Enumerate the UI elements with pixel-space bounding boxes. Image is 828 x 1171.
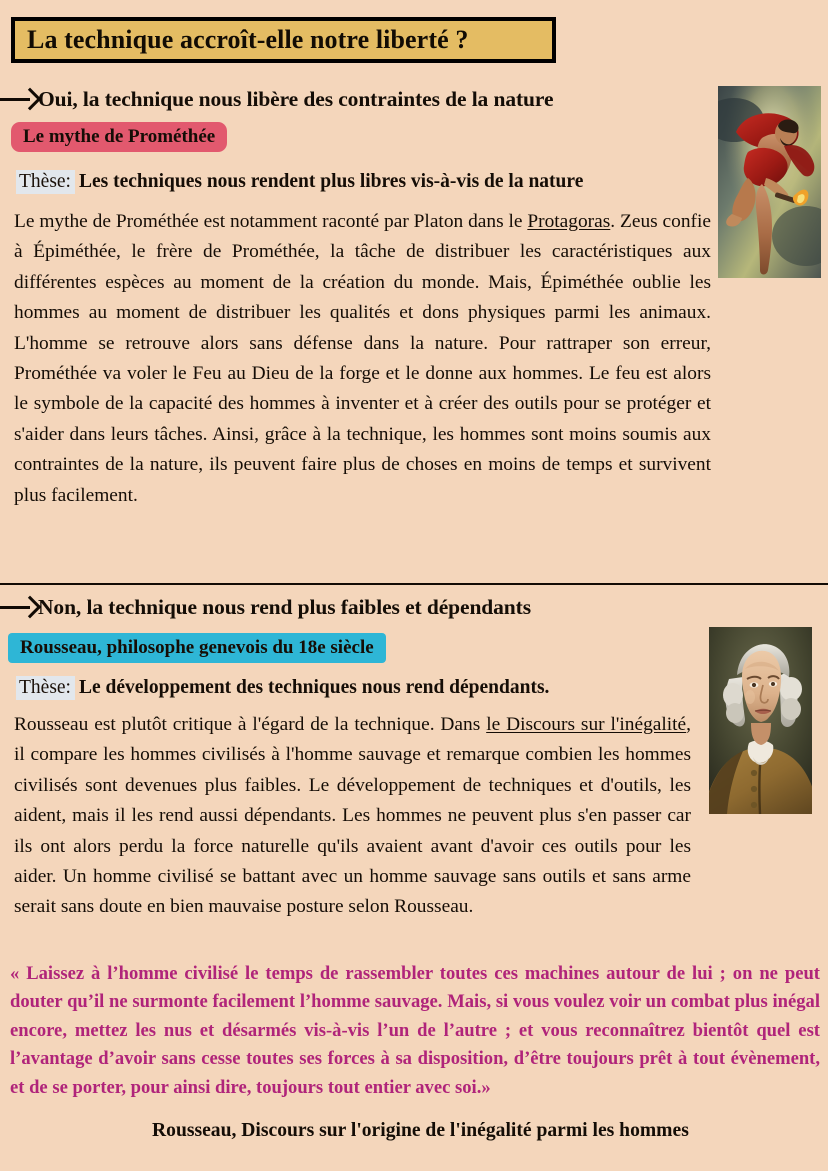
paragraph-run: Rousseau est plutôt critique à l'égard de la technique. Dans [14, 714, 487, 735]
prometheus-carrying-fire-painting [718, 86, 821, 278]
rousseau-quote: « Laissez à l’homme civilisé le temps de rassembler toutes ces machines autour de lui ; on ne peut douter qu’il ne surmonte facilement l’homme sauvage. Mais, si vous voulez voir un combat plus inégal encore, mettez les nus et désarmés vis-à-vis l’un de l’autre ; et vous reconnaîtrez bientôt quel est l’avantage d’avoir sans cesse toutes ses forces à sa disposition, d’être toujours prêt à tout évènement, et de se porter, pour ainsi dire, toujours tout entier avec soi.» [10, 963, 820, 1098]
these-label-oui: Thèse: [16, 170, 75, 194]
these-label-non: Thèse: [16, 676, 75, 700]
paragraph-run: , il compare les hommes civilisés à l'homme sauvage et remarque combien les hommes civilisés sont devenues plus faibles. Le développement de techniques et d'outils, les aident, mais il les rend aussi dépendants. Les hommes ne peuvent plus s'en passer car ils ont alors perdu la force naturelle qu'ils avaient avant d'avoir ces outils pour les aider. Un homme civilisé se battant avec un homme sauvage sans outils et sans arme serait sans doute en bien mauvaise posture selon Rousseau. [14, 714, 691, 918]
these-statement-non: Le développement des techniques nous rend dépendants. [78, 677, 550, 698]
section-heading-oui [4, 86, 553, 112]
page-title: La technique accroît-elle notre liberté ? [27, 25, 469, 54]
paragraph-promethee [14, 207, 711, 511]
section-heading-oui-label: Oui, la technique nous libère des contraintes de la nature [38, 86, 554, 111]
paragraph-run: . Zeus confie à Épiméthée, le frère de Prométhée, la tâche de distribuer les caractéristiques aux différentes espèces au moment de la création du monde. Mais, Épiméthée oublie les hommes au moment de distribuer les qualités et dons physiques parmi les animaux. L'homme se retrouve alors sans défense dans la nature. Pour rattraper son erreur, Prométhée va voler le Feu au Dieu de la forge et le donne aux hommes. Le feu est alors le symbole de la capacité des hommes à inventer et à créer des outils pour se protéger et s'aider dans leurs tâches. Ainsi, grâce à la technique, les hommes sont moins soumis aux contraintes de la nature, ils peuvent faire plus de choses en moins de temps et survivent plus facilement. [14, 211, 711, 506]
arrow-right-icon [0, 594, 38, 620]
rousseau-portrait-painting [709, 627, 812, 814]
underlined-work-title: Protagoras [527, 211, 611, 232]
quote-attribution: Rousseau, Discours sur l'origine de l'inégalité parmi les hommes [152, 1120, 689, 1141]
these-statement-oui: Les techniques nous rendent plus libres vis-à-vis de la nature [78, 171, 584, 192]
these-line-non [16, 676, 549, 699]
paragraph-run: Le mythe de Prométhée est notamment raconté par Platon dans le [14, 211, 528, 232]
badge-mythe-promethee: Le mythe de Prométhée [11, 122, 227, 152]
underlined-work-title: le Discours sur l'inégalité [486, 714, 687, 735]
these-line-oui [16, 170, 583, 193]
page-title-box [11, 17, 556, 63]
arrow-right-icon [0, 86, 38, 112]
section-heading-non [4, 594, 531, 620]
section-heading-non-label: Non, la technique nous rend plus faibles et dépendants [38, 594, 531, 619]
paragraph-rousseau [14, 710, 691, 923]
section-divider [0, 583, 828, 585]
badge-rousseau: Rousseau, philosophe genevois du 18e siècle [8, 633, 386, 663]
